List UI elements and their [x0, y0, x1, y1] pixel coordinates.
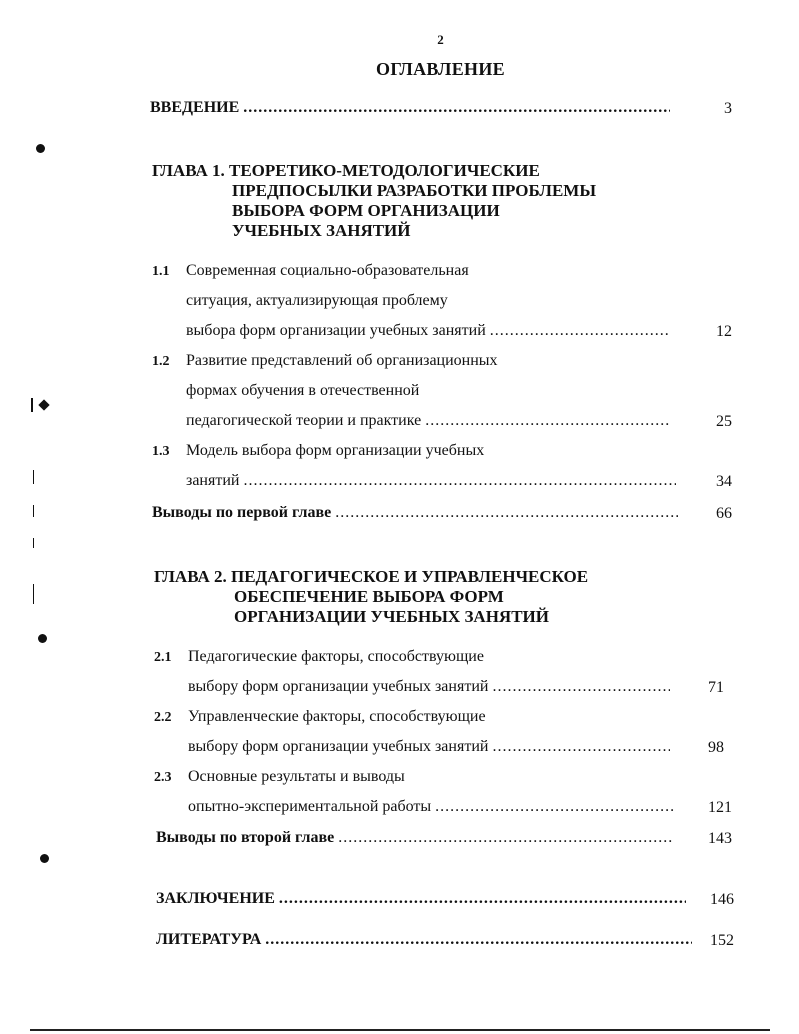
section-number: 2.1 [154, 650, 172, 665]
toc-entry-chapter1-conclusion[interactable] [152, 504, 682, 524]
toc-entry-2-3[interactable] [188, 798, 680, 818]
section-line[interactable]: Модель выбора форм организации учебных [186, 442, 485, 459]
leader-dots [435, 798, 676, 816]
toc-entry-label: ЗАКЛЮЧЕНИЕ [156, 890, 275, 907]
toc-entry-chapter2-conclusion[interactable] [156, 829, 678, 849]
chapter-heading-line: ОРГАНИЗАЦИИ УЧЕБНЫХ ЗАНЯТИЙ [234, 607, 549, 626]
toc-entry-label: Выводы по первой главе [152, 504, 332, 521]
scan-artifact-bar [33, 584, 34, 604]
binding-hole-mark [38, 399, 49, 410]
leader-dots [338, 829, 674, 847]
toc-entry-1-1[interactable] [186, 322, 674, 342]
toc-page-number: 71 [708, 679, 724, 696]
section-line: выбора форм организации учебных занятий [186, 322, 486, 339]
toc-entry-label: ЛИТЕРАТУРА [156, 931, 262, 948]
section-line: выбору форм организации учебных занятий [188, 738, 489, 755]
leader-dots [243, 99, 670, 117]
toc-entry-label: ВВЕДЕНИЕ [150, 99, 240, 116]
toc-page-number: 34 [716, 473, 732, 490]
scan-artifact-bar [33, 538, 34, 548]
toc-entry-label: Выводы по второй главе [156, 829, 335, 846]
section-line: занятий [186, 472, 240, 489]
section-line: выбору форм организации учебных занятий [188, 678, 489, 695]
leader-dots [279, 890, 686, 908]
chapter-heading-line: ПРЕДПОСЫЛКИ РАЗРАБОТКИ ПРОБЛЕМЫ [232, 181, 597, 200]
binding-hole-mark [38, 634, 47, 643]
section-line[interactable]: формах обучения в отечественной [186, 382, 420, 399]
toc-entry-literature[interactable] [156, 931, 696, 951]
leader-dots [490, 322, 670, 340]
section-number: 2.3 [154, 770, 172, 785]
page-number: 2 [437, 32, 444, 47]
section-line[interactable]: ситуация, актуализирующая проблему [186, 292, 448, 309]
section-number: 1.2 [152, 354, 170, 369]
binding-hole-mark [40, 854, 49, 863]
toc-entry-conclusion[interactable] [156, 890, 690, 910]
section-line[interactable]: Управленческие факторы, способствующие [188, 708, 486, 725]
chapter-heading-line: ГЛАВА 1. ТЕОРЕТИКО-МЕТОДОЛОГИЧЕСКИЕ [152, 161, 540, 180]
toc-page-number: 146 [710, 891, 734, 908]
toc-entry-2-1[interactable] [188, 678, 674, 698]
chapter-heading-line: УЧЕБНЫХ ЗАНЯТИЙ [232, 221, 411, 240]
toc-entry-1-3[interactable] [186, 472, 680, 492]
scan-artifact-bar [33, 470, 34, 484]
toc-page-number: 152 [710, 932, 734, 949]
toc-page-number: 121 [708, 799, 732, 816]
toc-page-number: 143 [708, 830, 732, 847]
toc-page-number: 25 [716, 413, 732, 430]
chapter1-heading[interactable] [152, 161, 596, 241]
leader-dots [265, 931, 692, 949]
section-line[interactable]: Развитие представлений об организационных [186, 352, 498, 369]
toc-page-number: 98 [708, 739, 724, 756]
binding-hole-mark [36, 144, 45, 153]
leader-dots [425, 412, 670, 430]
toc-entry-2-2[interactable] [188, 738, 674, 758]
chapter2-heading[interactable] [154, 567, 588, 627]
scan-artifact-bar [33, 505, 34, 517]
leader-dots [492, 678, 670, 696]
section-line[interactable]: Современная социально-образовательная [186, 262, 469, 279]
leader-dots [335, 504, 678, 522]
leader-dots [492, 738, 670, 756]
toc-entry-1-2[interactable] [186, 412, 674, 432]
section-line[interactable]: Основные результаты и выводы [188, 768, 405, 785]
scan-artifact-bar [31, 398, 33, 412]
section-number: 2.2 [154, 710, 172, 725]
chapter-heading-line: ГЛАВА 2. ПЕДАГОГИЧЕСКОЕ И УПРАВЛЕНЧЕСКОЕ [154, 567, 589, 586]
chapter-heading-line: ОБЕСПЕЧЕНИЕ ВЫБОРА ФОРМ [234, 587, 504, 606]
toc-page-number: 3 [724, 100, 732, 117]
chapter-heading-line: ВЫБОРА ФОРМ ОРГАНИЗАЦИИ [232, 201, 500, 220]
leader-dots [243, 472, 676, 490]
toc-page-number: 12 [716, 323, 732, 340]
toc-title: ОГЛАВЛЕНИЕ [376, 59, 505, 79]
toc-entry-intro[interactable] [150, 99, 674, 119]
section-number: 1.3 [152, 444, 170, 459]
section-line: педагогической теории и практике [186, 412, 422, 429]
section-line: опытно-экспериментальной работы [188, 798, 432, 815]
bottom-edge-rule [30, 1029, 770, 1031]
section-line[interactable]: Педагогические факторы, способствующие [188, 648, 484, 665]
toc-page-number: 66 [716, 505, 732, 522]
section-number: 1.1 [152, 264, 170, 279]
